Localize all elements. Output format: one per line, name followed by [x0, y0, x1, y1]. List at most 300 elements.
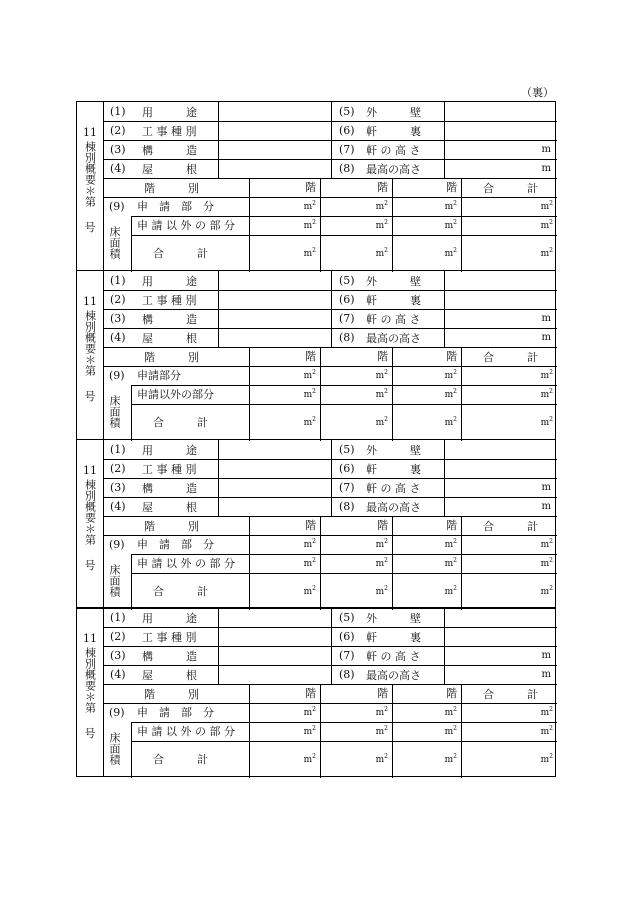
unit-superscript: 2 [549, 725, 553, 732]
building-number-suffix[interactable]: 号 [84, 727, 96, 740]
unit-m: m [303, 587, 313, 597]
column-divider [461, 684, 462, 778]
square-meter-unit [376, 707, 388, 718]
square-meter-unit [304, 201, 316, 212]
unit-m: m [303, 390, 313, 400]
item-number: (3) [110, 481, 126, 494]
square-meter-unit [445, 539, 457, 550]
item-label: 用 途 [142, 105, 197, 119]
item-number: (2) [110, 630, 126, 643]
square-meter-unit [541, 389, 553, 400]
column-divider [320, 347, 321, 441]
unit-m: m [444, 755, 454, 765]
total-header: 合 計 [483, 687, 538, 701]
floor-area-label: 床面積 [108, 731, 121, 765]
area-value-field[interactable] [249, 366, 320, 385]
unit-superscript: 2 [549, 369, 553, 376]
item-label: 軒 の 高 さ [366, 143, 421, 157]
item-number: (8) [339, 668, 355, 681]
unit-m: m [375, 371, 385, 381]
building-number-suffix[interactable]: 号 [84, 390, 96, 403]
item-number: (7) [339, 143, 355, 156]
item-value-field[interactable] [444, 440, 557, 459]
unit-superscript: 2 [312, 706, 316, 713]
area-value-field[interactable] [320, 404, 392, 441]
floor-number-field[interactable] [320, 684, 392, 703]
square-meter-unit [376, 417, 388, 428]
unit-m: m [375, 202, 385, 212]
item-value-field[interactable] [218, 478, 331, 497]
area-value-field[interactable] [249, 216, 320, 235]
item-label: 工 事 種 別 [142, 630, 197, 644]
square-meter-unit [304, 370, 316, 381]
unit-superscript: 2 [312, 725, 316, 732]
item-label: 用 途 [142, 274, 197, 288]
area-value-field[interactable] [461, 366, 557, 385]
item-label: 最高の高さ [366, 331, 421, 345]
item-value-field[interactable] [444, 309, 557, 328]
building-number-suffix[interactable]: 号 [84, 221, 96, 234]
unit-m: m [303, 418, 313, 428]
item-value-field[interactable] [218, 290, 331, 309]
column-divider [218, 271, 219, 347]
floor-number-field[interactable] [249, 684, 320, 703]
area-value-field[interactable] [392, 216, 461, 235]
item-label: 工 事 種 別 [142, 124, 197, 138]
square-meter-unit [445, 726, 457, 737]
unit-superscript: 2 [384, 538, 388, 545]
column-divider [131, 722, 132, 778]
unit-m: m [444, 418, 454, 428]
area-value-field[interactable] [461, 573, 557, 610]
item-value-field[interactable] [444, 159, 557, 178]
item-number: (4) [110, 331, 126, 344]
floor-unit: 階 [377, 350, 388, 363]
unit-superscript: 2 [549, 706, 553, 713]
item-number: (2) [110, 293, 126, 306]
item-number: (2) [110, 124, 126, 137]
item-label: 工 事 種 別 [142, 462, 197, 476]
height-unit: m [541, 668, 551, 680]
area-value-field[interactable] [249, 535, 320, 554]
item-number: (5) [339, 611, 355, 624]
unit-superscript: 2 [549, 585, 553, 592]
item-value-field[interactable] [444, 459, 557, 478]
unit-m: m [444, 221, 454, 231]
column-divider [320, 516, 321, 610]
item-label: 屋 根 [142, 331, 197, 345]
unit-m: m [303, 371, 313, 381]
item-value-field[interactable] [444, 646, 557, 665]
area-value-field[interactable] [392, 385, 461, 404]
unit-m: m [540, 559, 550, 569]
height-unit: m [541, 500, 551, 512]
floor-unit: 階 [446, 519, 457, 532]
unit-m: m [540, 202, 550, 212]
square-meter-unit [445, 558, 457, 569]
unit-superscript: 2 [384, 585, 388, 592]
area-value-field[interactable] [392, 554, 461, 573]
item-label: 最高の高さ [366, 162, 421, 176]
unit-m: m [375, 755, 385, 765]
item-value-field[interactable] [444, 290, 557, 309]
unit-m: m [375, 559, 385, 569]
area-value-field[interactable] [392, 722, 461, 741]
area-value-field[interactable] [461, 235, 557, 272]
column-divider [392, 516, 393, 610]
item-label: 外 壁 [366, 443, 421, 457]
floor-header-label: 階 別 [144, 687, 199, 701]
unit-superscript: 2 [549, 538, 553, 545]
column-divider [461, 347, 462, 441]
building-summary-block [76, 607, 556, 777]
item-value-field[interactable] [218, 271, 331, 290]
total-header: 合 計 [483, 350, 538, 364]
unit-superscript: 2 [312, 585, 316, 592]
item-number: (4) [110, 500, 126, 513]
unit-superscript: 2 [453, 247, 457, 254]
item-label: 工 事 種 別 [142, 293, 197, 307]
unit-m: m [444, 390, 454, 400]
item-number: (3) [110, 143, 126, 156]
column-divider [444, 271, 445, 347]
square-meter-unit [376, 539, 388, 550]
column-divider [320, 178, 321, 272]
unit-m: m [303, 540, 313, 550]
item-label: 最高の高さ [366, 500, 421, 514]
floor-number-field[interactable] [392, 684, 461, 703]
square-meter-unit [376, 389, 388, 400]
section-number: 11 [83, 126, 97, 139]
floor-number-field[interactable] [320, 347, 392, 366]
item-label: 構 造 [142, 481, 197, 495]
unit-m: m [303, 559, 313, 569]
area-value-field[interactable] [392, 741, 461, 778]
column-divider [218, 102, 219, 178]
area-value-field[interactable] [249, 404, 320, 441]
area-row-label: 申 請 以 外 の 部 分 [137, 725, 235, 738]
square-meter-unit [445, 707, 457, 718]
floor-number-field[interactable] [249, 347, 320, 366]
item-value-field[interactable] [218, 608, 331, 627]
item-value-field[interactable] [218, 102, 331, 121]
unit-superscript: 2 [384, 753, 388, 760]
area-value-field[interactable] [461, 554, 557, 573]
building-summary-block [76, 101, 556, 271]
area-value-field[interactable] [320, 216, 392, 235]
square-meter-unit [445, 201, 457, 212]
column-divider [444, 102, 445, 178]
item-value-field[interactable] [444, 140, 557, 159]
area-value-field[interactable] [461, 404, 557, 441]
square-meter-unit [376, 220, 388, 231]
area-value-field[interactable] [392, 703, 461, 722]
area-value-field[interactable] [461, 741, 557, 778]
floor-number-field[interactable] [392, 516, 461, 535]
column-divider [131, 554, 132, 610]
item-label: 屋 根 [142, 162, 197, 176]
column-divider [392, 684, 393, 778]
unit-superscript: 2 [384, 557, 388, 564]
unit-superscript: 2 [549, 416, 553, 423]
item-value-field[interactable] [444, 271, 557, 290]
item-label: 軒 裏 [366, 462, 421, 476]
unit-superscript: 2 [453, 388, 457, 395]
area-value-field[interactable] [320, 366, 392, 385]
column-divider [331, 608, 332, 684]
item-number: (7) [339, 649, 355, 662]
unit-superscript: 2 [384, 219, 388, 226]
unit-m: m [540, 587, 550, 597]
item-value-field[interactable] [218, 665, 331, 684]
area-value-field[interactable] [320, 722, 392, 741]
area-value-field[interactable] [249, 722, 320, 741]
item-number: (1) [110, 274, 126, 287]
item-value-field[interactable] [444, 665, 557, 684]
unit-superscript: 2 [453, 706, 457, 713]
item-value-field[interactable] [444, 478, 557, 497]
square-meter-unit [541, 707, 553, 718]
unit-m: m [444, 559, 454, 569]
area-value-field[interactable] [249, 235, 320, 272]
area-value-field[interactable] [249, 741, 320, 778]
square-meter-unit [304, 389, 316, 400]
item-value-field[interactable] [218, 459, 331, 478]
unit-m: m [540, 708, 550, 718]
column-divider [331, 102, 332, 178]
item-value-field[interactable] [218, 121, 331, 140]
square-meter-unit [445, 417, 457, 428]
item-value-field[interactable] [444, 497, 557, 516]
section-number: 11 [83, 632, 97, 645]
column-divider [331, 440, 332, 516]
column-divider [320, 684, 321, 778]
item-number: (7) [339, 481, 355, 494]
unit-m: m [444, 202, 454, 212]
unit-superscript: 2 [549, 219, 553, 226]
building-summary-block [76, 439, 556, 609]
area-value-field[interactable] [320, 535, 392, 554]
area-value-field[interactable] [249, 197, 320, 216]
area-value-field[interactable] [461, 535, 557, 554]
floor-number-field[interactable] [249, 178, 320, 197]
unit-m: m [303, 755, 313, 765]
item-number: (5) [339, 443, 355, 456]
unit-m: m [303, 727, 313, 737]
column-divider [444, 440, 445, 516]
item-number: (3) [110, 649, 126, 662]
area-value-field[interactable] [461, 216, 557, 235]
unit-m: m [540, 755, 550, 765]
item-label: 外 壁 [366, 611, 421, 625]
area-value-field[interactable] [392, 235, 461, 272]
area-value-field[interactable] [320, 703, 392, 722]
area-value-field[interactable] [392, 573, 461, 610]
square-meter-unit [541, 539, 553, 550]
item-value-field[interactable] [218, 646, 331, 665]
floor-area-label: 床面積 [108, 394, 121, 428]
item-label: 屋 根 [142, 668, 197, 682]
item-value-field[interactable] [444, 627, 557, 646]
item-number: (9) [109, 538, 125, 551]
floor-unit: 階 [305, 687, 316, 700]
column-divider [331, 271, 332, 347]
unit-m: m [444, 371, 454, 381]
area-value-field[interactable] [392, 366, 461, 385]
column-divider [444, 608, 445, 684]
item-value-field[interactable] [218, 497, 331, 516]
area-value-field[interactable] [320, 573, 392, 610]
unit-m: m [303, 249, 313, 259]
item-value-field[interactable] [444, 121, 557, 140]
item-value-field[interactable] [218, 159, 331, 178]
item-value-field[interactable] [218, 140, 331, 159]
column-divider [249, 516, 250, 610]
unit-m: m [303, 202, 313, 212]
item-label: 軒 裏 [366, 124, 421, 138]
unit-superscript: 2 [549, 557, 553, 564]
area-value-field[interactable] [461, 385, 557, 404]
section-title: 棟別概要＊第 [83, 479, 97, 545]
unit-m: m [375, 587, 385, 597]
area-value-field[interactable] [320, 385, 392, 404]
square-meter-unit [541, 417, 553, 428]
building-summary-block [76, 270, 556, 440]
unit-superscript: 2 [384, 706, 388, 713]
item-value-field[interactable] [218, 440, 331, 459]
item-value-field[interactable] [218, 328, 331, 347]
item-number: (3) [110, 312, 126, 325]
building-number-suffix[interactable]: 号 [84, 559, 96, 572]
square-meter-unit [445, 754, 457, 765]
area-value-field[interactable] [320, 197, 392, 216]
unit-superscript: 2 [549, 200, 553, 207]
area-value-field[interactable] [320, 235, 392, 272]
floor-unit: 階 [446, 181, 457, 194]
item-label: 最高の高さ [366, 668, 421, 682]
item-number: (6) [339, 630, 355, 643]
item-number: (6) [339, 462, 355, 475]
unit-m: m [540, 371, 550, 381]
unit-superscript: 2 [453, 416, 457, 423]
area-value-field[interactable] [392, 197, 461, 216]
building-number-sidebar [77, 102, 104, 270]
item-number: (6) [339, 124, 355, 137]
item-number: (4) [110, 668, 126, 681]
floor-number-field[interactable] [320, 516, 392, 535]
item-number: (1) [110, 611, 126, 624]
item-value-field[interactable] [218, 627, 331, 646]
unit-m: m [444, 708, 454, 718]
item-number: (8) [339, 500, 355, 513]
floor-number-field[interactable] [392, 347, 461, 366]
unit-superscript: 2 [453, 585, 457, 592]
floor-unit: 階 [305, 350, 316, 363]
area-value-field[interactable] [392, 404, 461, 441]
unit-superscript: 2 [384, 388, 388, 395]
floor-unit: 階 [305, 519, 316, 532]
item-label: 軒 裏 [366, 630, 421, 644]
square-meter-unit [445, 220, 457, 231]
unit-superscript: 2 [549, 247, 553, 254]
item-value-field[interactable] [444, 102, 557, 121]
square-meter-unit [376, 201, 388, 212]
unit-m: m [444, 540, 454, 550]
unit-superscript: 2 [312, 753, 316, 760]
square-meter-unit [304, 248, 316, 259]
area-value-field[interactable] [392, 535, 461, 554]
unit-superscript: 2 [453, 200, 457, 207]
area-value-field[interactable] [249, 703, 320, 722]
item-label: 軒 の 高 さ [366, 481, 421, 495]
unit-m: m [444, 249, 454, 259]
column-divider [392, 178, 393, 272]
square-meter-unit [376, 586, 388, 597]
item-label: 外 壁 [366, 105, 421, 119]
unit-superscript: 2 [453, 538, 457, 545]
item-label: 構 造 [142, 312, 197, 326]
area-value-field[interactable] [249, 554, 320, 573]
square-meter-unit [304, 417, 316, 428]
item-value-field[interactable] [444, 608, 557, 627]
item-number: (9) [109, 369, 125, 382]
area-value-field[interactable] [320, 741, 392, 778]
area-value-field[interactable] [461, 197, 557, 216]
unit-superscript: 2 [312, 388, 316, 395]
height-unit: m [541, 143, 551, 155]
area-row-label: 申請以外の部分 [137, 388, 214, 401]
area-value-field[interactable] [249, 385, 320, 404]
square-meter-unit [445, 389, 457, 400]
area-row-label: 合 計 [153, 247, 208, 260]
unit-superscript: 2 [453, 557, 457, 564]
column-divider [218, 440, 219, 516]
unit-m: m [375, 249, 385, 259]
area-row-label: 申請部分 [137, 369, 181, 382]
floor-header-label: 階 別 [144, 350, 199, 364]
item-value-field[interactable] [444, 328, 557, 347]
unit-m: m [444, 727, 454, 737]
height-unit: m [541, 331, 551, 343]
item-label: 軒 の 高 さ [366, 649, 421, 663]
item-label: 構 造 [142, 143, 197, 157]
item-number: (9) [109, 706, 125, 719]
unit-m: m [375, 390, 385, 400]
column-divider [131, 385, 132, 441]
floor-unit: 階 [377, 519, 388, 532]
item-number: (4) [110, 162, 126, 175]
area-value-field[interactable] [461, 703, 557, 722]
area-value-field[interactable] [249, 573, 320, 610]
area-value-field[interactable] [461, 722, 557, 741]
item-label: 軒 裏 [366, 293, 421, 307]
floor-number-field[interactable] [320, 178, 392, 197]
unit-superscript: 2 [312, 219, 316, 226]
square-meter-unit [445, 248, 457, 259]
unit-superscript: 2 [384, 725, 388, 732]
square-meter-unit [376, 370, 388, 381]
square-meter-unit [445, 370, 457, 381]
floor-number-field[interactable] [249, 516, 320, 535]
building-number-sidebar [77, 608, 104, 776]
floor-number-field[interactable] [392, 178, 461, 197]
unit-superscript: 2 [384, 247, 388, 254]
area-value-field[interactable] [320, 554, 392, 573]
height-unit: m [541, 481, 551, 493]
column-divider [392, 347, 393, 441]
item-value-field[interactable] [218, 309, 331, 328]
square-meter-unit [304, 586, 316, 597]
